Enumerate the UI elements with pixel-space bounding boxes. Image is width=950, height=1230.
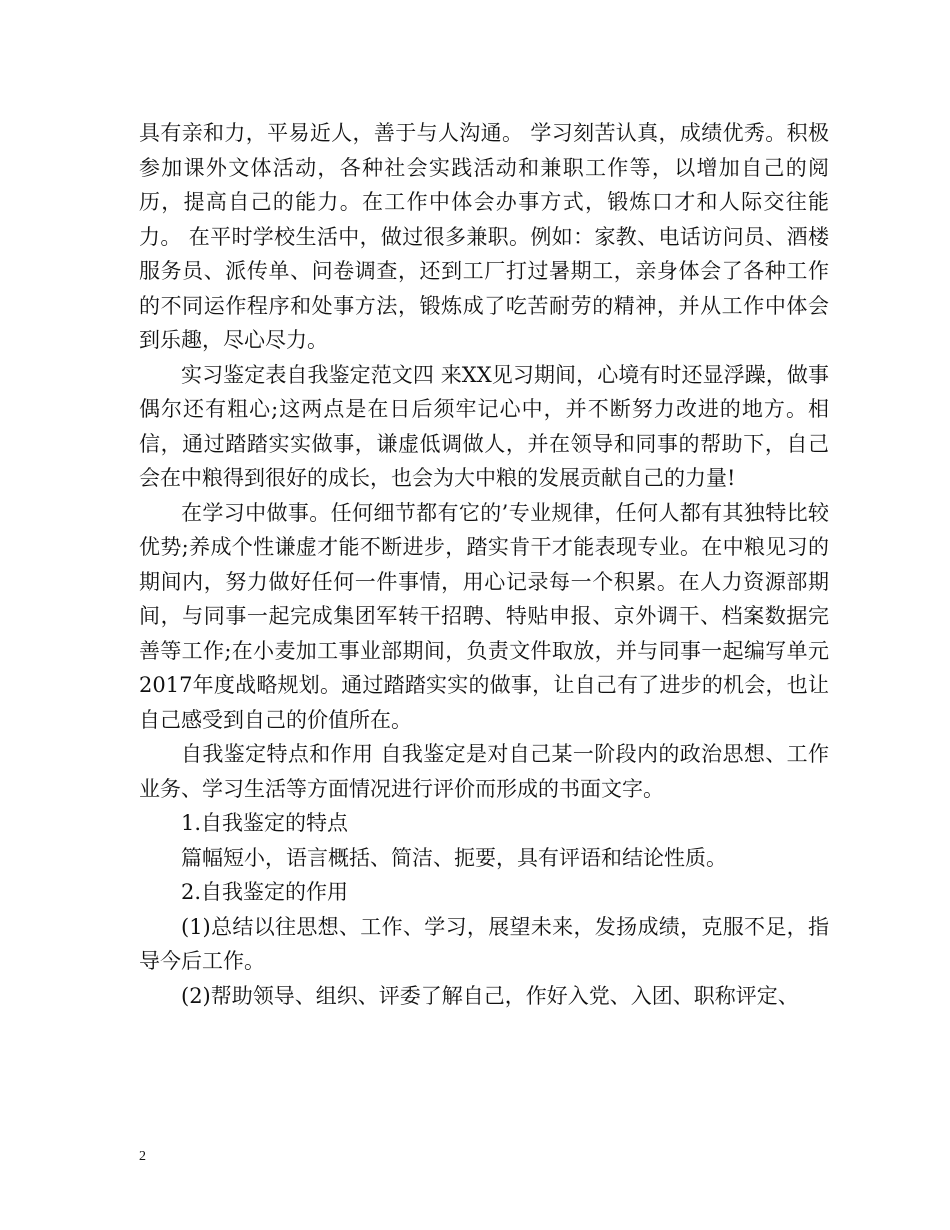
document-body xyxy=(139,116,829,1013)
section-heading-2: 2.自我鉴定的作用 xyxy=(181,880,349,904)
page-number: 2 xyxy=(139,1149,146,1164)
paragraph-6: 篇幅短小，语言概括、简洁、扼要，具有评语和结论性质。 xyxy=(181,845,727,870)
section-heading-1: 1.自我鉴定的特点 xyxy=(181,811,349,835)
paragraph-1: 具有亲和力，平易近人，善于与人沟通。 学习刻苦认真，成绩优秀。积极参加课外文体活动，各种社会实践活动和兼职工作等，以增加自己的阅历，提高自己的能力。在工作中体会办事方式，锻炼口才和人际交往能力。 在平时学校生活中，做过很多兼职。例如：家教、电话访问员、酒楼服务员、派传单、问卷调查，还到工厂打过暑期工，亲身体会了各种工作的不同运作程序和处事方法，锻炼成了吃苦耐劳的精神，并从工作中体会到乐趣，尽心尽力。 xyxy=(139,121,829,352)
paragraph-3: 在学习中做事。任何细节都有它的’专业规律，任何人都有其独特比较优势;养成个性谦虚才能不断进步，踏实肯干才能表现专业。在中粮见习的期间内，努力做好任何一件事情，用心记录每一个积累。在人力资源部期间，与同事一起完成集团军转干招聘、特贴申报、京外调干、档案数据完善等工作;在小麦加工事业部期间，负责文件取放，并与同事一起编写单元2017年度战略规划。通过踏踏实实的做事，让自己有了进步的机会，也让自己感受到自己的价值所在。 xyxy=(139,500,829,732)
list-item-2: (2)帮助领导、组织、评委了解自己，作好入党、入团、职称评定、 xyxy=(181,983,799,1008)
paragraph-4: 自我鉴定特点和作用 自我鉴定是对自己某一阶段内的政治思想、工作业务、学习生活等方面情况进行评价而形成的书面文字。 xyxy=(139,742,829,801)
list-item-1: (1)总结以往思想、工作、学习，展望未来，发扬成绩，克服不足，指导今后工作。 xyxy=(139,914,829,973)
paragraph-2: 实习鉴定表自我鉴定范文四 来XX见习期间，心境有时还显浮躁，做事偶尔还有粗心;这两点是在日后须牢记心中，并不断努力改进的地方。相信，通过踏踏实实做事，谦虚低调做人，并在领导和同事的帮助下，自己会在中粮得到很好的成长，也会为大中粮的发展贡献自己的力量! xyxy=(139,362,829,490)
